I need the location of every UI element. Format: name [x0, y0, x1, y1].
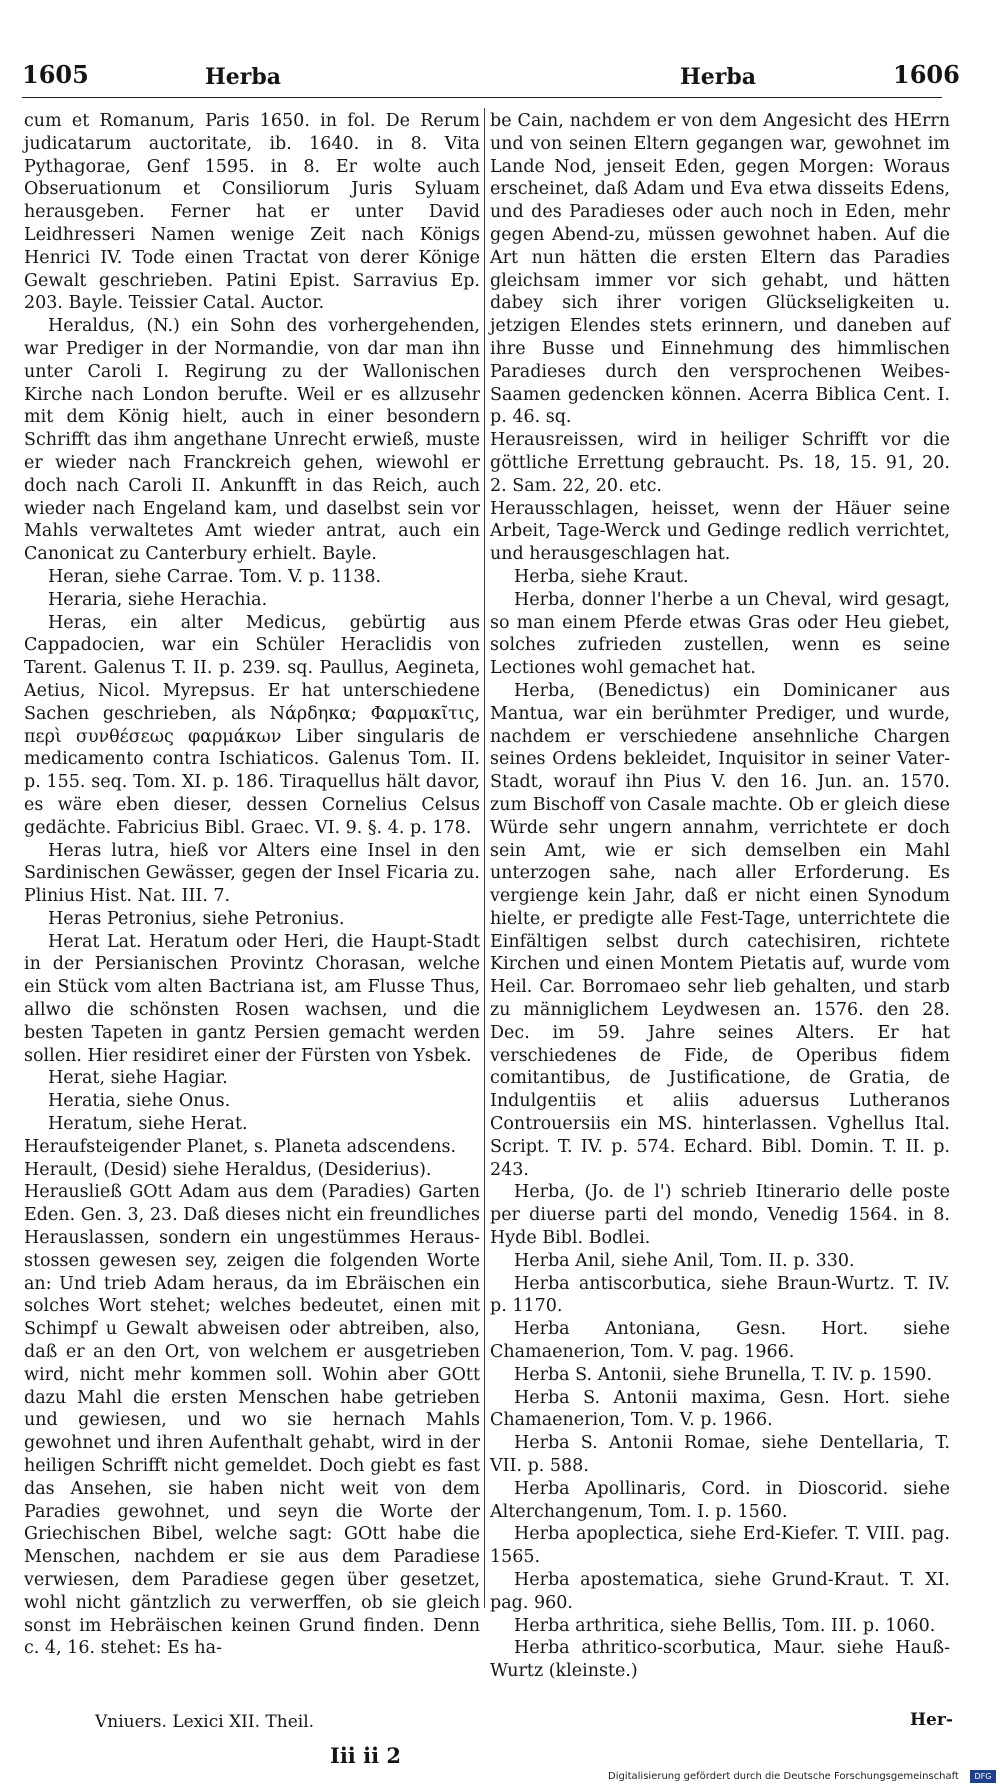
entry-herba-apollinaris: Herba Apollinaris, Cord. in Dioscorid. siehe Alterchangenum, Tom. I. p. 1560. [490, 1478, 950, 1522]
entry-herat-hagiar: Herat, siehe Hagiar. [48, 1068, 228, 1089]
column-divider [484, 108, 485, 1608]
entry-herba-s-antonii-maxima: Herba S. Antonii maxima, Gesn. Hort. siehe Chamaenerion, Tom. V. p. 1966. [490, 1387, 950, 1431]
catchword: Her- [910, 1710, 953, 1730]
entry-heraria: Heraria, siehe Herachia. [48, 589, 268, 610]
entry-herba-s-antonii: Herba S. Antonii, siehe Brunella, T. IV. p. 1590. [514, 1364, 933, 1385]
entry-heras-petronius: Heras Petronius, siehe Petronius. [48, 908, 345, 929]
left-column [24, 110, 480, 1660]
volume-line: Vniuers. Lexici XII. Theil. [95, 1712, 315, 1732]
entry-herba-anil: Herba Anil, siehe Anil, Tom. II. p. 330. [514, 1250, 855, 1271]
entry-herault: Herault, (Desid) siehe Heraldus, (Desiderius). [24, 1159, 432, 1180]
entry-heras: Heras, ein alter Medicus, gebürtig aus Cappadocien, war ein Schüler Heraclidis von Tarent. Galenus T. II. p. 239. sq. Paullus, Aegineta, Aetius, Nicol. Myrepsus. Er hat unterschiedene Sachen geschrieben, als Νάρδηκα; Φαρμακῖτις, περὶ συνθέσεως φαρμάκων Liber singularis de medicamento contra Ischiaticos. Galenus Tom. II. p. 155. seq. Tom. XI. p. 186. Tiraquellus hält davor, es wäre eben dieser, dessen Cornelius Celsus gedächte. Fabricius Bibl. Graec. VI. 9. §. 4. p. 178. [24, 612, 480, 838]
right-column [490, 110, 950, 1683]
entry-heratia: Heratia, siehe Onus. [48, 1091, 231, 1112]
entry-herba-jo: Herba, (Jo. de l') schrieb Itinerario delle poste per diuerse parti del mondo, Venedig 1564. in 8. Hyde Bibl. Bodlei. [490, 1182, 950, 1249]
header-rule [22, 97, 942, 98]
signature-mark: Iii ii 2 [330, 1743, 401, 1768]
left-page-number: 1605 [22, 60, 89, 89]
left-running-headword: Herba [205, 64, 282, 90]
entry-continuation: cum et Romanum, Paris 1650. in fol. De Rerum judicatarum auctoritate, ib. 1640. in 8. Vita Pythagorae, Genf 1595. in 8. Er wolte auch Obseruationum et Consiliorum Juris Syluam herausgeben. Ferner hat er unter David Leidhresseri Namen wenige Zeit nach Königs Henrici IV. Tode einen Tractat von derer Könige Gewalt geschrieben. Patini Epist. Sarravius Ep. 203. Bayle. Teissier Catal. Auctor. [24, 111, 480, 314]
right-page-number: 1606 [893, 60, 960, 89]
entry-herba-kraut: Herba, siehe Kraut. [514, 566, 689, 587]
entry-herba-apostematica: Herba apostematica, siehe Grund-Kraut. T. XI. pag. 960. [490, 1570, 950, 1613]
entry-herba-antoniana: Herba Antoniana, Gesn. Hort. siehe Chamaenerion, Tom. V. pag. 1966. [490, 1319, 950, 1363]
entry-heraldus: Heraldus, (N.) ein Sohn des vorhergehenden, war Prediger in der Normandie, von dar man ihn unter Caroli I. Regirung zu der Wallonischen Kirche nach London berufte. Weil er es allzusehr mit dem König hielt, auch in einer besondern Schrifft das ihm angethane Unrecht erwieß, muste er wieder nach Franckreich gehen, wiewohl er doch nach Caroli II. Ankunfft in das Reich, auch wieder nach Engeland kam, und daselbst sein vor Mahls verwaltetes Amt wieder antrat, auch ein Canonicat zu Canterbury erhielt. Bayle. [24, 316, 480, 565]
entry-herba-athritico-scorbutica: Herba athritico-scorbutica, Maur. siehe Hauß-Wurtz (kleinste.) [490, 1638, 950, 1682]
digitization-credit: Digitalisierung gefördert durch die Deutsche Forschungsgemeinschaft [608, 1771, 959, 1782]
entry-herba-cheval: Herba, donner l'herbe a un Cheval, wird gesagt, so man einem Pferde etwas Gras oder Heu giebet, solches zufrieden zustellen, wenn es seine Lectiones wohl gemachet hat. [490, 589, 950, 679]
entry-herausschlagen: Herausschlagen, heisset, wenn der Häuer seine Arbeit, Tage-Werck und Gedinge redlich verrichtet, und herausgeschlagen hat. [490, 498, 950, 565]
entry-continuation-right: be Cain, nachdem er von dem Angesicht des HErrn und von seinen Eltern gegangen war, gewohnet im Lande Nod, jenseit Eden, gegen Morgen: Woraus erscheinet, daß Adam und Eva etwa disseits Edens, und des Paradieses oder auch noch in Eden, mehr gegen Abend-zu, müssen gewohnet haben. Auf die Art nun hätten die ersten Eltern das Paradies gleichsam immer vor sich gehabt, und hätten dabey sich ihrer vorigen Glückseligkeiten u. jetzigen Elendes stets erinnern, und daneben auf ihre Busse und Einnehmung des himmlischen Paradieses durch den versprochenen Weibes-Saamen gedencken können. Acerra Biblica Cent. I. p. 46. sq. [490, 111, 950, 428]
entry-herba-apoplectica: Herba apoplectica, siehe Erd-Kiefer. T. VIII. pag. 1565. [490, 1524, 950, 1568]
dfg-logo: DFG [970, 1770, 996, 1783]
right-running-headword: Herba [680, 64, 757, 90]
entry-herat: Herat Lat. Heratum oder Heri, die Haupt-Stadt in der Persianischen Provintz Chorasan, welche ein Stück vom alten Bactriana ist, am Flusse Thus, allwo die schönsten Rosen wachsen, und die besten Tapeten in gantz Persien gemacht werden sollen. Hier residiret einer der Fürsten von Ysbek. [24, 931, 480, 1066]
entry-heratum: Heratum, siehe Herat. [48, 1114, 248, 1135]
entry-heran: Heran, siehe Carrae. Tom. V. p. 1138. [48, 566, 382, 587]
entry-herausreissen: Herausreissen, wird in heiliger Schrifft vor die göttliche Errettung gebraucht. Ps. 18, 15. 91, 20. 2. Sam. 22, 20. etc. [490, 430, 950, 496]
entry-herba-antiscorbutica: Herba antiscorbutica, siehe Braun-Wurtz. T. IV. p. 1170. [490, 1273, 950, 1317]
entry-heraufsteigender-planet: Heraufsteigender Planet, s. Planeta adscendens. [24, 1136, 457, 1157]
entry-herba-s-antonii-romae: Herba S. Antonii Romae, siehe Dentellaria, T. VII. p. 588. [490, 1433, 950, 1477]
entry-herausliess: Herausließ GOtt Adam aus dem (Paradies) Garten Eden. Gen. 3, 23. Daß dieses nicht ein freundliches Herauslassen, sondern ein ungestümmes Herausstossen gewesen sey, zeigen die folgenden Worte an: Und trieb Adam heraus, da im Ebräischen ein solches Wort stehet; welches bedeutet, einen mit Schimpf u Gewalt abweisen oder abtreiben, also, daß er an den Ort, von welchem er ausgetrieben wird, nicht mehr kommen soll. Wohin aber GOtt dazu Mahl die ersten Menschen habe getrieben und gewiesen, und wo sie hernach Mahls gewohnet und ihren Aufenthalt gehabt, wird in der heiligen Schrifft nicht gemeldet. Doch giebt es fast das Ansehen, sie haben nicht weit von dem Paradies gewohnet, und seyn die Worte der Griechischen Bibel, welche sagt: GOtt habe die Menschen, nachdem er sie aus dem Paradiese verwiesen, dem Paradiese gegen über gesetzet, wohl nicht gäntzlich zu verwerffen, ob sie gleich sonst im Hebräischen keinen Grund finden. Denn c. 4, 16. stehet: Es ha- [24, 1182, 480, 1659]
entry-herba-arthritica: Herba arthritica, siehe Bellis, Tom. III. p. 1060. [514, 1615, 936, 1636]
entry-herba-benedictus: Herba, (Benedictus) ein Dominicaner aus Mantua, war ein berühmter Prediger, und wurde, nachdem er verschiedene ansehnliche Chargen seines Ordens bekleidet, Inquisitor in seiner Vater-Stadt, worauf ihn Pius V. den 16. Jun. an. 1570. zum Bischoff von Casale machte. Ob er gleich diese Würde sehr ungern annahm, verrichtete er doch sein Amt, wie er sich demselben ein Mahl unterzogen sahe, nach aller Erforderung. Es vergienge kein Jahr, daß er nicht einen Synodum hielte, er predigte alle Fest-Tage, unterrichtete die Einfältigen selbst durch catechisiren, richtete Kirchen und einen Montem Pietatis auf, wurde vom Heil. Car. Borromaeo sehr lieb gehalten, und starb zu männiglichem Leydwesen an. 1576. den 28. Dec. im 59. Jahre seines Alters. Er hat verschiedenes de Fide, de Operibus fidem comitantibus, de Justificatione, de Gratia, de Indulgentiis et aliis aduersus Lutheranos Controuersiis ein MS. hinterlassen. Vghellus Ital. Script. T. IV. p. 574. Echard. Bibl. Domin. T. II. p. 243. [490, 680, 950, 1180]
entry-heras-lutra: Heras lutra, hieß vor Alters eine Insel in den Sardinischen Gewässer, gegen der Insel Ficaria zu. Plinius Hist. Nat. III. 7. [24, 840, 480, 907]
